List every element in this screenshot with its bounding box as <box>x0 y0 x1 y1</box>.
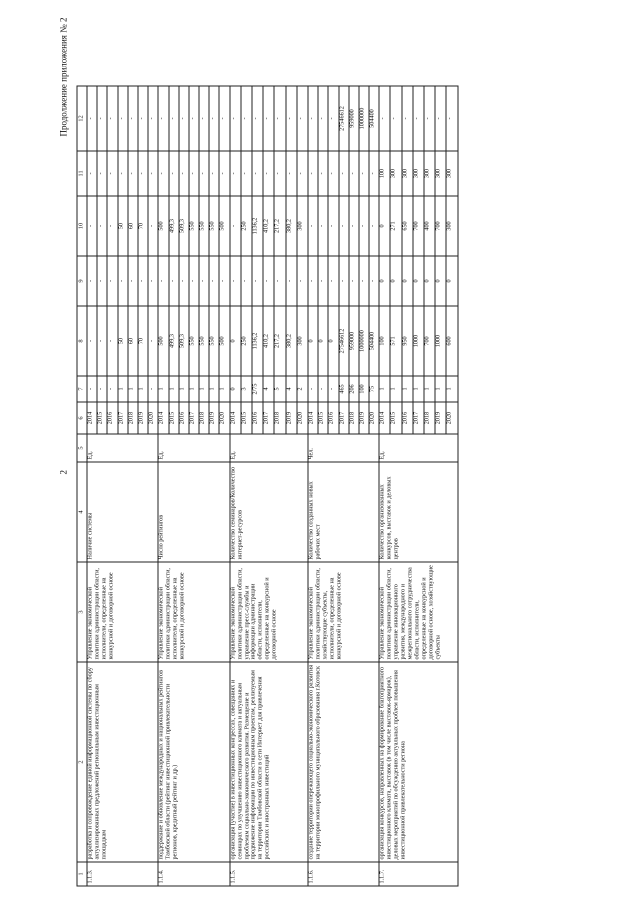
table-row <box>308 86 318 886</box>
value-cell: 0 <box>328 306 338 376</box>
value-cell: - <box>148 256 158 306</box>
value-cell: - <box>199 151 209 196</box>
value-cell: - <box>318 256 328 306</box>
value-cell: - <box>274 256 285 306</box>
row-number-cell: 1.1.7. <box>379 862 457 886</box>
value-cell: 0 <box>424 256 435 306</box>
value-cell: - <box>359 151 369 196</box>
value-cell: - <box>107 151 117 196</box>
value-cell: - <box>189 256 199 306</box>
value-cell: 959000 <box>349 86 359 151</box>
value-cell: 27546612 <box>339 306 349 376</box>
measure-cell: организация конкурсов, направленных на формирование благоприятного инвестиционного климата, выставок (в том числе выставок-ярмарок), деловых мероприятий по обсуждению актуальных проблем повышения инвестиционной привлекательности региона <box>379 662 457 862</box>
value-cell: - <box>189 151 199 196</box>
value-cell: 271 <box>390 196 401 256</box>
value-cell: 217,2 <box>274 306 285 376</box>
value-cell: - <box>107 306 117 376</box>
row-number-cell: 1.1.4. <box>158 862 229 886</box>
value-cell: - <box>97 151 107 196</box>
value-cell: - <box>359 256 369 306</box>
value-cell: 1000000 <box>359 306 369 376</box>
value-cell: 500 <box>158 196 168 256</box>
value-cell: 410,2 <box>263 306 274 376</box>
value-cell: - <box>297 256 308 306</box>
value-cell: - <box>263 86 274 151</box>
value-cell: 300 <box>297 306 308 376</box>
value-cell: 2/75 <box>252 376 263 402</box>
program-table <box>77 86 459 887</box>
year-cell: 2017 <box>118 402 128 434</box>
table-body <box>87 86 458 886</box>
value-cell: 499,3 <box>169 306 179 376</box>
value-cell: 1 <box>209 376 219 402</box>
value-cell: - <box>349 256 359 306</box>
value-cell: 0 <box>230 376 241 402</box>
indicator-cell: Число рейтингов <box>158 462 229 562</box>
executor-cell: Управление экономической политики администрации области, управление инновационного развития, международного и межрегионального сотрудничества области, исполнители, определенные на конкурсной и договорной основе, хозяйствующие субъекты <box>379 562 457 662</box>
value-cell: 70 <box>138 306 148 376</box>
value-cell: 571 <box>390 306 401 376</box>
value-cell: 250 <box>241 306 252 376</box>
executor-cell: Управление экономической политики администрации области, исполнители, определенные на конкурсной и договорной основе <box>158 562 229 662</box>
year-cell: 2020 <box>148 402 158 434</box>
year-cell: 2019 <box>138 402 148 434</box>
value-cell: - <box>252 86 263 151</box>
value-cell: 0 <box>402 256 413 306</box>
value-cell: - <box>286 86 297 151</box>
value-cell: - <box>148 151 158 196</box>
col-header: 5 <box>77 434 87 462</box>
col-header: 9 <box>77 256 87 306</box>
value-cell: - <box>308 151 318 196</box>
value-cell: 300 <box>446 151 457 196</box>
value-cell: 500 <box>219 306 229 376</box>
value-cell: 0 <box>379 256 390 306</box>
col-header: 10 <box>77 196 87 256</box>
value-cell: 0 <box>308 306 318 376</box>
value-cell: 60 <box>128 196 138 256</box>
unit-cell: Ед. <box>230 434 308 462</box>
year-cell: 2016 <box>252 402 263 434</box>
value-cell: 504400 <box>369 86 379 151</box>
value-cell: 50 <box>118 196 128 256</box>
year-cell: 2019 <box>209 402 219 434</box>
year-cell: 2017 <box>189 402 199 434</box>
value-cell: 600 <box>446 306 457 376</box>
value-cell: - <box>107 196 117 256</box>
value-cell: 1 <box>118 376 128 402</box>
executor-cell: Управление экономической политики администрации области, исполнители, определенные на конкурсной и договорной основе <box>87 562 158 662</box>
unit-cell: Ед. <box>87 434 158 462</box>
value-cell: - <box>318 196 328 256</box>
value-cell: 500 <box>219 196 229 256</box>
executor-cell: Управление экономической политики администрации области, хозяйствующие субъекты, исполнители, определенные на конкурсной и договорной основе <box>308 562 379 662</box>
value-cell: 1 <box>424 376 435 402</box>
year-cell: 2019 <box>286 402 297 434</box>
value-cell: - <box>297 86 308 151</box>
value-cell: - <box>286 256 297 306</box>
value-cell: 5 <box>274 376 285 402</box>
value-cell: - <box>87 196 97 256</box>
value-cell: 27546612 <box>339 86 349 151</box>
value-cell: 700 <box>413 196 424 256</box>
value-cell: 0 <box>413 256 424 306</box>
value-cell: - <box>158 86 168 151</box>
value-cell: - <box>169 86 179 151</box>
year-cell: 2016 <box>328 402 338 434</box>
value-cell: - <box>199 256 209 306</box>
value-cell: 4 <box>286 376 297 402</box>
year-cell: 2020 <box>297 402 308 434</box>
value-cell: 1 <box>379 376 390 402</box>
value-cell: 300 <box>435 151 446 196</box>
value-cell: 550 <box>189 196 199 256</box>
table-row <box>158 86 168 886</box>
col-header: 3 <box>77 562 87 662</box>
value-cell: - <box>87 306 97 376</box>
measure-cell: организация (участие) в инвестиционных конгрессах, совещаниях и семинарах по улучшению инвестиционного климата и актуальным проблемам социально-экономического развития. Размещение и продвижение информации по инвестиционным проектам, реализуемым на территории Тамбовской области в сети Интернет для привлечения российских и иностранных инвестиций <box>230 662 308 862</box>
value-cell: 1 <box>446 376 457 402</box>
value-cell: 1 <box>138 376 148 402</box>
value-cell: - <box>369 256 379 306</box>
value-cell: - <box>263 256 274 306</box>
col-header: 8 <box>77 306 87 376</box>
value-cell: - <box>328 256 338 306</box>
year-cell: 2020 <box>369 402 379 434</box>
value-cell: 410,2 <box>263 196 274 256</box>
value-cell: - <box>128 151 138 196</box>
value-cell: - <box>199 86 209 151</box>
value-cell: - <box>328 86 338 151</box>
value-cell: 1000 <box>435 306 446 376</box>
value-cell: - <box>241 86 252 151</box>
value-cell: 1000 <box>413 306 424 376</box>
value-cell: 0 <box>318 306 328 376</box>
value-cell: - <box>339 256 349 306</box>
value-cell: 959000 <box>349 306 359 376</box>
col-header: 6 <box>77 402 87 434</box>
value-cell: - <box>241 256 252 306</box>
table-row <box>379 86 390 886</box>
value-cell: - <box>308 256 318 306</box>
value-cell: - <box>308 86 318 151</box>
value-cell: 1 <box>435 376 446 402</box>
value-cell: 0 <box>446 256 457 306</box>
col-header: 2 <box>77 662 87 862</box>
value-cell: 1 <box>413 376 424 402</box>
value-cell: - <box>107 256 117 306</box>
year-cell: 2014 <box>308 402 318 434</box>
value-cell: - <box>209 256 219 306</box>
value-cell: - <box>308 196 318 256</box>
value-cell: 100 <box>379 306 390 376</box>
value-cell: - <box>230 86 241 151</box>
value-cell: - <box>402 86 413 151</box>
value-cell: - <box>297 151 308 196</box>
value-cell: - <box>369 196 379 256</box>
value-cell: - <box>230 256 241 306</box>
value-cell: 1 <box>128 376 138 402</box>
value-cell: 550 <box>209 306 219 376</box>
value-cell: - <box>349 196 359 256</box>
value-cell: - <box>209 86 219 151</box>
value-cell: - <box>219 86 229 151</box>
value-cell: 0 <box>379 196 390 256</box>
value-cell: 500 <box>158 306 168 376</box>
value-cell: - <box>138 151 148 196</box>
value-cell: 509,3 <box>179 306 189 376</box>
value-cell: 300 <box>424 151 435 196</box>
value-cell: - <box>318 86 328 151</box>
year-cell: 2014 <box>158 402 168 434</box>
rotated-page <box>1 0 640 905</box>
measure-cell: создание территории опережающего социально-экономического развития на территории монопрофильного муниципального образования г.Котовск <box>308 662 379 862</box>
value-cell: - <box>118 151 128 196</box>
value-cell: - <box>97 256 107 306</box>
value-cell: 550 <box>189 306 199 376</box>
value-cell: 1 <box>189 376 199 402</box>
indicator-cell: Количество созданных новых рабочих мест <box>308 462 379 562</box>
value-cell: - <box>230 196 241 256</box>
value-cell: - <box>339 151 349 196</box>
value-cell: - <box>118 86 128 151</box>
value-cell: 60 <box>128 306 138 376</box>
year-cell: 2017 <box>413 402 424 434</box>
value-cell: 206 <box>349 376 359 402</box>
value-cell: - <box>230 151 241 196</box>
col-header: 11 <box>77 151 87 196</box>
value-cell: 550 <box>199 306 209 376</box>
value-cell: 300 <box>413 151 424 196</box>
col-header: 12 <box>77 86 87 151</box>
year-cell: 2017 <box>263 402 274 434</box>
year-cell: 2019 <box>435 402 446 434</box>
value-cell: - <box>97 196 107 256</box>
value-cell: 504400 <box>369 306 379 376</box>
year-cell: 2015 <box>318 402 328 434</box>
year-cell: 2015 <box>97 402 107 434</box>
measure-cell: поддержание и обновление международных и национальных рейтингов Тамбовской области (рейтинг инвестиционной привлекательности регионов, кредитный рейтинг и др.) <box>158 662 229 862</box>
value-cell: 1 <box>179 376 189 402</box>
year-cell: 2016 <box>107 402 117 434</box>
value-cell: 4 <box>263 376 274 402</box>
value-cell: 1 <box>390 376 401 402</box>
year-cell: 2018 <box>128 402 138 434</box>
unit-cell: Ед. <box>158 434 229 462</box>
value-cell: - <box>318 376 328 402</box>
value-cell: - <box>252 256 263 306</box>
value-cell: 700 <box>435 196 446 256</box>
value-cell: - <box>158 256 168 306</box>
value-cell: - <box>219 256 229 306</box>
value-cell: 300 <box>402 151 413 196</box>
appendix-label: Продолжение приложения № 2 <box>58 17 69 137</box>
value-cell: 0 <box>390 256 401 306</box>
year-cell: 2014 <box>230 402 241 434</box>
value-cell: - <box>118 256 128 306</box>
value-cell: - <box>241 151 252 196</box>
measure-cell: разработка и сопровождение единой информационной системы по сбору актуализированных предложений региональным инвестиционным площадкам <box>87 662 158 862</box>
value-cell: - <box>97 86 107 151</box>
indicator-cell: Количество организованных конкурсов, выставок и деловых центров <box>379 462 457 562</box>
value-cell: 1000000 <box>359 86 369 151</box>
value-cell: 1 <box>158 376 168 402</box>
value-cell: 100 <box>379 151 390 196</box>
value-cell: 950 <box>402 306 413 376</box>
year-cell: 2018 <box>199 402 209 434</box>
row-number-cell: 1.1.6. <box>308 862 379 886</box>
value-cell: - <box>359 196 369 256</box>
value-cell: 75 <box>369 376 379 402</box>
value-cell: - <box>169 256 179 306</box>
value-cell: - <box>379 86 390 151</box>
value-cell: - <box>274 86 285 151</box>
year-cell: 2015 <box>241 402 252 434</box>
year-cell: 2016 <box>179 402 189 434</box>
value-cell: - <box>424 86 435 151</box>
value-cell: 1 <box>402 376 413 402</box>
year-cell: 2020 <box>219 402 229 434</box>
value-cell: 700 <box>424 306 435 376</box>
executor-cell: Управление экономической политики администрации области, управление пресс-службы и информации администрации области, исполнители, определенные на конкурсной и договорной основе <box>230 562 308 662</box>
value-cell: - <box>349 151 359 196</box>
value-cell: - <box>179 86 189 151</box>
year-cell: 2018 <box>274 402 285 434</box>
value-cell: - <box>328 151 338 196</box>
year-cell: 2015 <box>169 402 179 434</box>
value-cell: 217,2 <box>274 196 285 256</box>
table-row <box>230 86 241 886</box>
value-cell: 0 <box>435 256 446 306</box>
column-number-row <box>77 86 87 886</box>
value-cell: - <box>148 196 158 256</box>
value-cell: - <box>339 196 349 256</box>
year-cell: 2019 <box>359 402 369 434</box>
value-cell: 400 <box>424 196 435 256</box>
value-cell: - <box>87 256 97 306</box>
value-cell: - <box>328 196 338 256</box>
value-cell: - <box>318 151 328 196</box>
page-number: 2 <box>58 470 69 475</box>
value-cell: - <box>148 376 158 402</box>
value-cell: - <box>179 256 189 306</box>
value-cell: 300 <box>297 196 308 256</box>
value-cell: 465 <box>339 376 349 402</box>
year-cell: 2016 <box>402 402 413 434</box>
value-cell: 650 <box>402 196 413 256</box>
indicator-cell: Количество семинаров/Количество интернет-ресурсов <box>230 462 308 562</box>
value-cell: - <box>97 306 107 376</box>
year-cell: 2018 <box>424 402 435 434</box>
value-cell: - <box>107 86 117 151</box>
value-cell: - <box>107 376 117 402</box>
value-cell: 300 <box>390 151 401 196</box>
year-cell: 2015 <box>390 402 401 434</box>
value-cell: - <box>413 86 424 151</box>
value-cell: - <box>138 256 148 306</box>
value-cell: 1136,2 <box>252 306 263 376</box>
value-cell: - <box>435 86 446 151</box>
year-cell: 2014 <box>379 402 390 434</box>
value-cell: - <box>446 86 457 151</box>
value-cell: 550 <box>199 196 209 256</box>
value-cell: 70 <box>138 196 148 256</box>
value-cell: 300 <box>446 196 457 256</box>
value-cell: 0 <box>230 306 241 376</box>
col-header: 7 <box>77 376 87 402</box>
value-cell: 2 <box>297 376 308 402</box>
value-cell: - <box>148 306 158 376</box>
value-cell: 100 <box>359 376 369 402</box>
table-row <box>87 86 97 886</box>
value-cell: - <box>87 151 97 196</box>
value-cell: 1 <box>219 376 229 402</box>
value-cell: - <box>138 86 148 151</box>
row-number-cell: 1.1.3. <box>87 862 158 886</box>
value-cell: - <box>169 151 179 196</box>
unit-cell: Чел. <box>308 434 379 462</box>
col-header: 1 <box>77 862 87 886</box>
value-cell: 509,3 <box>179 196 189 256</box>
col-header: 4 <box>77 462 87 562</box>
value-cell: - <box>286 151 297 196</box>
value-cell: 1 <box>169 376 179 402</box>
value-cell: - <box>97 376 107 402</box>
value-cell: - <box>308 376 318 402</box>
value-cell: 499,3 <box>169 196 179 256</box>
value-cell: 50 <box>118 306 128 376</box>
value-cell: 380,2 <box>286 306 297 376</box>
value-cell: - <box>87 86 97 151</box>
value-cell: - <box>390 86 401 151</box>
value-cell: - <box>219 151 229 196</box>
value-cell: - <box>274 151 285 196</box>
year-cell: 2017 <box>339 402 349 434</box>
value-cell: - <box>128 86 138 151</box>
value-cell: - <box>158 151 168 196</box>
value-cell: 1 <box>199 376 209 402</box>
value-cell: - <box>328 376 338 402</box>
value-cell: 550 <box>209 196 219 256</box>
value-cell: 380,2 <box>286 196 297 256</box>
value-cell: - <box>263 151 274 196</box>
value-cell: - <box>369 151 379 196</box>
value-cell: 1136,2 <box>252 196 263 256</box>
indicator-cell: Наличие системы <box>87 462 158 562</box>
value-cell: - <box>128 256 138 306</box>
value-cell: - <box>179 151 189 196</box>
unit-cell: Ед. <box>379 434 457 462</box>
value-cell: - <box>209 151 219 196</box>
value-cell: - <box>148 86 158 151</box>
value-cell: - <box>252 151 263 196</box>
value-cell: - <box>87 376 97 402</box>
value-cell: - <box>189 86 199 151</box>
value-cell: 250 <box>241 196 252 256</box>
row-number-cell: 1.1.5. <box>230 862 308 886</box>
year-cell: 2018 <box>349 402 359 434</box>
year-cell: 2020 <box>446 402 457 434</box>
year-cell: 2014 <box>87 402 97 434</box>
value-cell: 3 <box>241 376 252 402</box>
